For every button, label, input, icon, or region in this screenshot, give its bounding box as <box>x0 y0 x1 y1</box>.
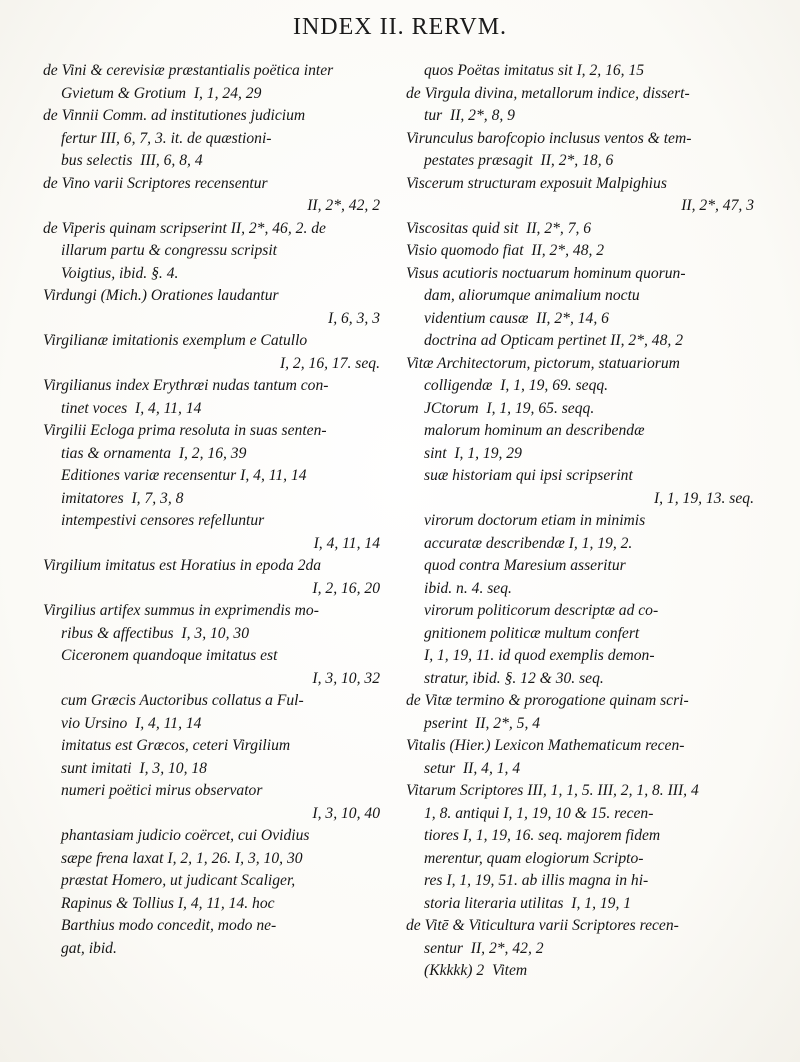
right-column-entry-line: II, 2*, 47, 3 <box>681 197 754 214</box>
left-column-entry-line: Gvietum & Grotium I, 1, 24, 29 <box>61 84 262 102</box>
right-column-entry-line: quod contra Maresium asseritur <box>424 557 626 574</box>
right-column-entry-line: videntium causæ II, 2*, 14, 6 <box>424 309 609 327</box>
right-column-entry-line: Visio quomodo fiat II, 2*, 48, 2 <box>406 242 605 259</box>
left-column-entry-line: de Vini & cerevisiæ præstantialis poëtica inter <box>43 62 334 79</box>
right-column-entry-line: suæ historiam qui ipsi scripserint <box>424 467 633 484</box>
right-column-entry-line: Visus acutioris noctuarum hominum quorun- <box>406 264 686 282</box>
right-column-entry-line: accuratæ describendæ I, 1, 19, 2. <box>424 534 633 552</box>
right-column-entry-line: dam, aliorumque animalium noctu <box>424 287 640 304</box>
right-column-entry-line: colligendæ I, 1, 19, 69. seqq. <box>424 377 609 394</box>
right-column-entry-line: Vitalis (Hier.) Lexicon Mathematicum recen- <box>406 737 685 754</box>
right-column-entry-line: Viscositas quid sit II, 2*, 7, 6 <box>406 219 592 237</box>
right-column-entry-line: stratur, ibid. §. 12 & 30. seq. <box>424 669 604 687</box>
left-column-entry-line: I, 3, 10, 32 <box>312 669 380 687</box>
left-column-entry-line: intempestivi censores refelluntur <box>61 512 265 529</box>
right-column-entry-line: ibid. n. 4. seq. <box>424 579 512 597</box>
left-column-entry-line: de Vino varii Scriptores recensentur <box>43 174 268 192</box>
right-column-entry-line: I, 1, 19, 13. seq. <box>653 489 754 507</box>
left-column-entry-line: I, 4, 11, 14 <box>313 534 380 552</box>
right-column-entry-line: JCtorum I, 1, 19, 65. seqq. <box>424 399 595 417</box>
left-column-entry-line: Ciceronem quandoque imitatus est <box>61 647 278 664</box>
left-column-entry-line: præstat Homero, ut judicant Scaliger, <box>61 872 296 889</box>
right-column-entry-line: 1, 8. antiqui I, 1, 19, 10 & 15. recen- <box>424 804 654 822</box>
left-column-entry-line: Virgilium imitatus est Horatius in epoda 2da <box>43 557 322 574</box>
left-column-entry-line: phantasiam judicio coërcet, cui Ovidius <box>61 827 310 844</box>
left-column-entry-line: Virgilius artifex summus in exprimendis mo- <box>43 602 319 619</box>
right-column-entry-line: res I, 1, 19, 51. ab illis magna in hi- <box>424 872 649 889</box>
right-column-entry-line: setur II, 4, 1, 4 <box>424 759 521 777</box>
left-column-entry-line: imitatus est Græcos, ceteri Virgilium <box>61 737 291 754</box>
page-header: INDEX II. RERVM. <box>292 14 508 40</box>
left-index-column <box>43 60 388 960</box>
left-column-entry-line: Virdungi (Mich.) Orationes laudantur <box>43 287 279 304</box>
left-column-entry-line: Virgilii Ecloga prima resoluta in suas senten- <box>43 422 327 439</box>
left-column-entry-line: I, 2, 16, 20 <box>312 579 380 597</box>
left-column-entry-line: numeri poëtici mirus observator <box>61 782 263 799</box>
left-column-entry-line: sunt imitati I, 3, 10, 18 <box>61 759 207 777</box>
right-column-entry-line: de Vitæ termino & prorogatione quinam scri- <box>406 692 689 709</box>
left-column-entry-line: de Vinnii Comm. ad institutiones judicium <box>43 107 306 124</box>
left-column-entry-line: Virgilianus index Erythræi nudas tantum con- <box>43 377 329 394</box>
right-column-entry-line: doctrina ad Opticam pertinet II, 2*, 48, 2 <box>424 332 683 349</box>
left-column-entry-line: cum Græcis Auctoribus collatus a Ful- <box>61 692 304 709</box>
left-column-entry-line: bus selectis III, 6, 8, 4 <box>61 152 203 169</box>
left-column-entry-line: gat, ibid. <box>61 939 117 957</box>
right-column-entry-line: quos Poëtas imitatus sit I, 2, 16, 15 <box>424 62 645 79</box>
left-column-entry-line: Editiones variæ recensentur I, 4, 11, 14 <box>61 467 307 484</box>
left-column-entry-line: I, 6, 3, 3 <box>328 309 380 327</box>
right-column-entry-line: sint I, 1, 19, 29 <box>424 444 522 462</box>
left-column-entry-line: Voigtius, ibid. §. 4. <box>61 264 179 282</box>
left-column-entry-line: tinet voces I, 4, 11, 14 <box>61 399 202 417</box>
right-column-entry-line: virorum politicorum descriptæ ad co- <box>424 602 659 619</box>
right-column-entry-line: virorum doctorum etiam in minimis <box>424 512 646 529</box>
right-column-entry-line: merentur, quam elogiorum Scripto- <box>424 849 644 867</box>
left-column-entry-line: fertur III, 6, 7, 3. it. de quæstioni- <box>61 129 272 147</box>
left-column-entry-line: sæpe frena laxat I, 2, 1, 26. I, 3, 10, 30 <box>61 849 303 867</box>
right-column-entry-line: tur II, 2*, 8, 9 <box>424 107 515 124</box>
right-column-entry-line: tiores I, 1, 19, 16. seq. majorem fidem <box>424 827 661 844</box>
right-column-entry-line: Vitæ Architectorum, pictorum, statuariorum <box>406 354 680 372</box>
left-column-entry-line: tias & ornamenta I, 2, 16, 39 <box>61 444 247 462</box>
left-column-entry-line: ribus & affectibus I, 3, 10, 30 <box>61 624 249 642</box>
left-column-entry-line: I, 2, 16, 17. seq. <box>279 354 380 372</box>
left-column-entry-line: Virgilianæ imitationis exemplum e Catullo <box>43 332 308 349</box>
left-column-entry-line: imitatores I, 7, 3, 8 <box>61 489 184 507</box>
right-column-entry-line: pestates præsagit II, 2*, 18, 6 <box>424 152 614 169</box>
right-column-entry-line: malorum hominum an describendæ <box>424 422 645 439</box>
right-column-entry-line: Virunculus barofcopio inclusus ventos & tem- <box>406 129 692 147</box>
left-column-entry-line: illarum partu & congressu scripsit <box>61 242 278 259</box>
right-column-entry-line: I, 1, 19, 11. id quod exemplis demon- <box>424 647 655 664</box>
left-column-entry-line: vio Ursino I, 4, 11, 14 <box>61 714 202 732</box>
right-column-entry-line: de Virgula divina, metallorum indice, dissert- <box>406 84 690 102</box>
right-column-entry-line: Viscerum structuram exposuit Malpighius <box>406 174 667 192</box>
left-column-entry-line: Barthius modo concedit, modo ne- <box>61 917 277 934</box>
right-column-entry-line: Vitarum Scriptores III, 1, 1, 5. III, 2, 1, 8. III, 4 <box>406 782 699 799</box>
left-column-entry-line: Rapinus & Tollius I, 4, 11, 14. hoc <box>61 894 275 912</box>
right-column-entry-line: sentur II, 2*, 42, 2 <box>424 939 544 957</box>
right-column-entry-line: (Kkkkk) 2 Vitem <box>424 962 528 979</box>
right-column-entry-line: de Vitē & Viticultura varii Scriptores recen- <box>406 917 679 934</box>
left-column-entry-line: de Viperis quinam scripserint II, 2*, 46, 2. de <box>43 219 326 237</box>
right-column-entry-line: pserint II, 2*, 5, 4 <box>424 714 541 732</box>
left-column-entry-line: I, 3, 10, 40 <box>312 804 380 822</box>
left-column-entry-line: II, 2*, 42, 2 <box>307 197 380 214</box>
right-column-entry-line: storia literaria utilitas I, 1, 19, 1 <box>424 894 632 912</box>
right-column-entry-line: gnitionem politicæ multum confert <box>424 624 640 642</box>
right-index-column <box>406 60 762 983</box>
